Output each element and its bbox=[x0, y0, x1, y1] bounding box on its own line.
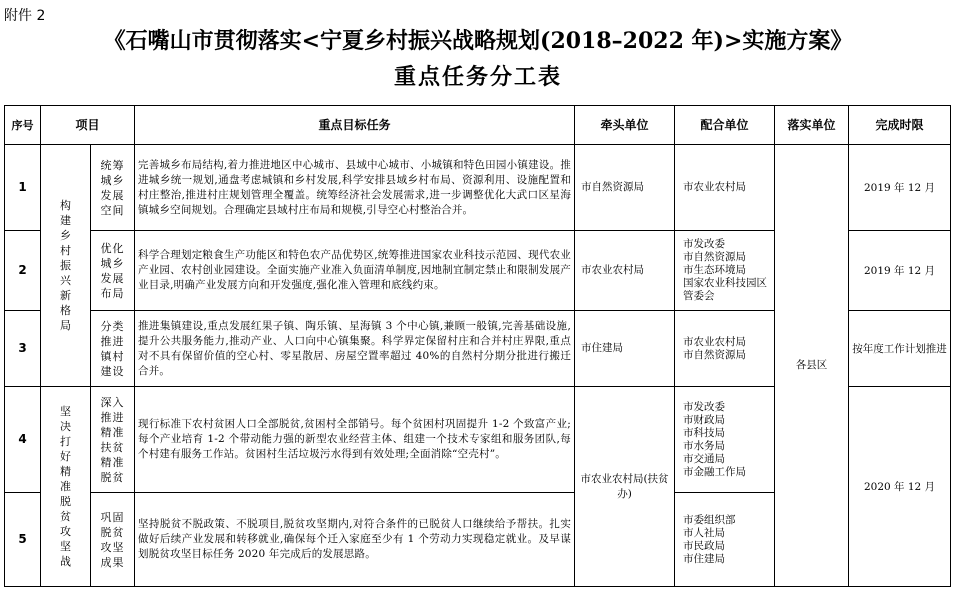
row-project: 统筹城乡发展空间 bbox=[91, 145, 135, 231]
row-task: 坚持脱贫不脱政策、不脱项目,脱贫攻坚期内,对符合条件的已脱贫人口继续给予帮扶。扎实做好后续产业发展和转移就业,确保每个迁入家庭至少有 1 个劳动力实现稳定就业。及早谋划脱贫攻坚目标任务 2020 年完成后的发展思路。 bbox=[135, 493, 575, 587]
group-label: 坚决打好精准脱贫攻坚战 bbox=[41, 387, 91, 587]
row-lead: 市农业农村局 bbox=[575, 231, 675, 311]
table-row bbox=[5, 145, 951, 231]
row-seq: 3 bbox=[5, 311, 41, 387]
row-coop: 市农业农村局 市自然资源局 bbox=[675, 311, 775, 387]
header-seq: 序号 bbox=[5, 106, 41, 145]
row-project: 优化城乡发展布局 bbox=[91, 231, 135, 311]
row-seq: 4 bbox=[5, 387, 41, 493]
row-seq: 5 bbox=[5, 493, 41, 587]
row-deadline: 按年度工作计划推进 bbox=[849, 311, 951, 387]
row-deadline: 2019 年 12 月 bbox=[849, 231, 951, 311]
row-seq: 2 bbox=[5, 231, 41, 311]
row-lead: 市农业农村局(扶贫办) bbox=[575, 387, 675, 587]
row-lead: 市自然资源局 bbox=[575, 145, 675, 231]
header-coop: 配合单位 bbox=[675, 106, 775, 145]
document-subtitle: 重点任务分工表 bbox=[393, 64, 562, 90]
row-project: 深入推进精准扶贫精准脱贫 bbox=[91, 387, 135, 493]
group-label: 构建乡村振兴新格局 bbox=[41, 145, 91, 387]
row-task: 科学合理划定粮食生产功能区和特色农产品优势区,统筹推进国家农业科技示范园、现代农业产业园、农村创业园建设。全面实施产业准入负面清单制度,因地制宜制定禁止和限制发展产业目录,明确产业发展方向和开发强度,强化准入管理和底线约束。 bbox=[135, 231, 575, 311]
row-coop: 市发改委 市自然资源局 市生态环境局 国家农业科技园区管委会 bbox=[675, 231, 775, 311]
row-coop: 市发改委 市财政局 市科技局 市水务局 市交通局 市金融工作局 bbox=[675, 387, 775, 493]
row-seq: 1 bbox=[5, 145, 41, 231]
row-deadline: 2020 年 12 月 bbox=[849, 387, 951, 587]
row-project: 分类推进镇村建设 bbox=[91, 311, 135, 387]
header-implement: 落实单位 bbox=[775, 106, 849, 145]
task-allocation-table bbox=[4, 105, 951, 587]
annex-label: 附件 2 bbox=[4, 8, 46, 24]
row-task: 完善城乡布局结构,着力推进地区中心城市、县域中心城市、小城镇和特色田园小镇建设。推进城乡统一规划,通盘考虑城镇和乡村发展,科学安排县域乡村布局、资源利用、设施配置和村庄整治,推进村庄规划管理全覆盖。统筹经济社会发展需求,进一步调整优化大武口区星海镇城乡空间规划。合理确定县域村庄布局和规模,引导空心村整治合并。 bbox=[135, 145, 575, 231]
header-deadline: 完成时限 bbox=[849, 106, 951, 145]
row-deadline: 2019 年 12 月 bbox=[849, 145, 951, 231]
table-header-row bbox=[5, 106, 951, 145]
header-task: 重点目标任务 bbox=[135, 106, 575, 145]
document-title: 《石嘴山市贯彻落实<宁夏乡村振兴战略规划(2018–2022 年)>实施方案》 bbox=[103, 28, 853, 54]
header-lead: 牵头单位 bbox=[575, 106, 675, 145]
row-coop: 市农业农村局 bbox=[675, 145, 775, 231]
header-project: 项目 bbox=[41, 106, 135, 145]
row-task: 推进集镇建设,重点发展红果子镇、陶乐镇、星海镇 3 个中心镇,兼顾一般镇,完善基础设施,提升公共服务能力,推动产业、人口向中心镇集聚。科学界定保留村庄和合并村庄界限,重点对不具有保留价值的空心村、零星散居、房屋空置率超过 40%的自然村分期分批进行搬迁合并。 bbox=[135, 311, 575, 387]
row-coop: 市委组织部 市人社局 市民政局 市住建局 bbox=[675, 493, 775, 587]
row-task: 现行标准下农村贫困人口全部脱贫,贫困村全部销号。每个贫困村巩固提升 1-2 个致富产业;每个产业培育 1-2 个带动能力强的新型农业经营主体、组建一个技术专家组和服务团队,每个村建有服务工作站。贫困村生活垃圾污水得到有效处理;全面消除“空壳村”。 bbox=[135, 387, 575, 493]
implement-unit: 各县区 bbox=[775, 145, 849, 587]
row-lead: 市住建局 bbox=[575, 311, 675, 387]
row-project: 巩固脱贫攻坚成果 bbox=[91, 493, 135, 587]
